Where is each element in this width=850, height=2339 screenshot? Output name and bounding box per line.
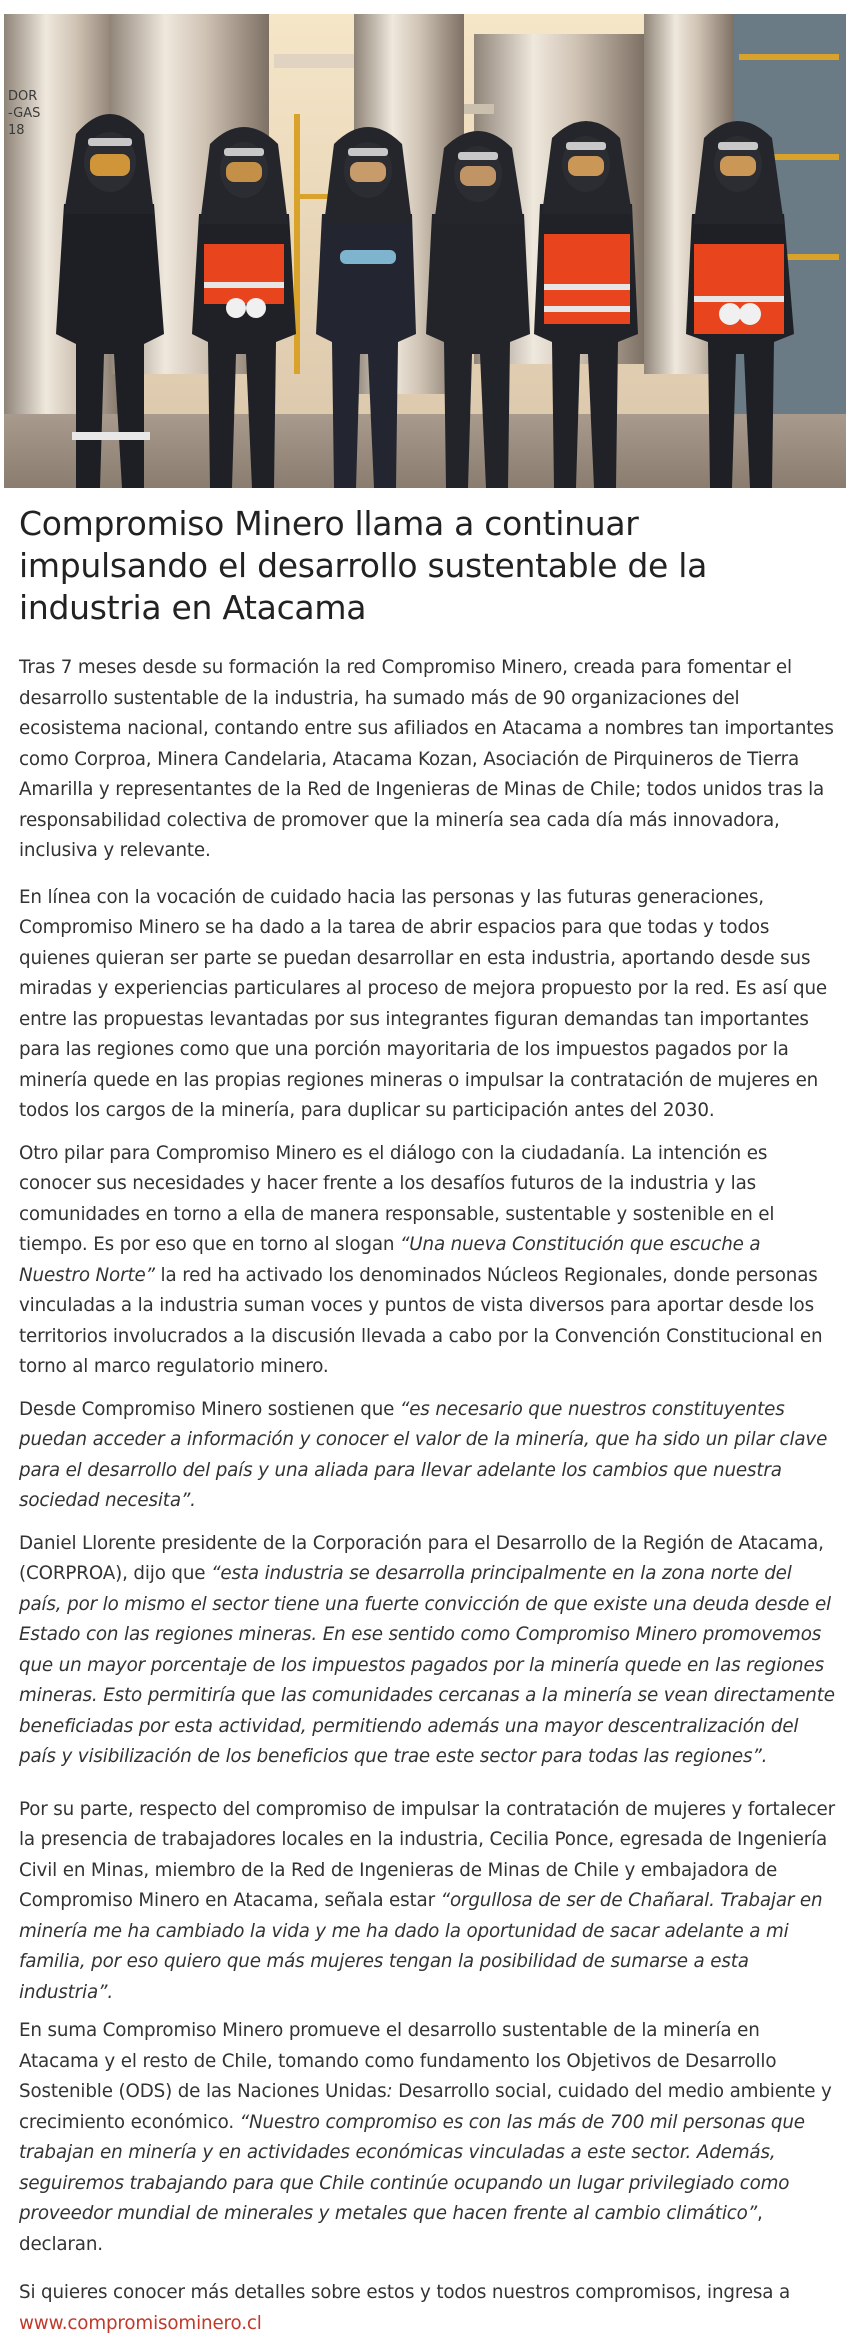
hero-image: [4, 14, 846, 488]
article-headline: Compromiso Minero llama a continuar impulsando el desarrollo sustentable de la industria en Atacama: [19, 504, 708, 627]
paragraph-text: En suma Compromiso Minero promueve el desarrollo sustentable de la minería en Atacama y el resto de Chile, tomando como fundamento los Objetivos de Desarrollo Sostenible (ODS) de las Naciones Unidas: [19, 2020, 777, 2102]
article-paragraph: [19, 1139, 835, 1383]
paragraph-text: Tras 7 meses desde su formación la red Compromiso Minero, creada para fomentar el desarrollo sustentable de la industria, ha sumado más de 90 organizaciones del ecosistema nacional, contando entre sus afiliados en Atacama a nombres tan importantes como Corproa, Minera Candelaria, Atacama Kozan, Asociación de Pirquineros de Tierra Amarilla y representantes de la Red de Ingenieras de Minas de Chile; todos unidos tras la responsabilidad colectiva de promover que la minería sea cada día más innovadora, inclusiva y relevante.: [19, 657, 834, 861]
quote-text: promovemos que un mayor porcentaje de los impuestos pagados por la minería quede en las regiones mineras. Esto permitiría que las comunidades cercanas a la minería se vean directamente beneficiadas por esta actividad, permitiendo además una mayor descentralización del país y visibilización de los beneficios que trae este sector para todas las regiones”.: [19, 1624, 835, 1767]
article-paragraph: [19, 1529, 835, 1773]
paragraph-text: Desarrollo social, cuidado del medio ambiente y crecimiento económico.: [19, 2081, 832, 2133]
article-paragraph: [19, 2016, 835, 2260]
paragraph-text: En línea con la vocación de cuidado hacia las personas y las futuras generaciones, Compromiso Minero se ha dado a la tarea de abrir espacios para que todas y todos quienes quieran ser parte se puedan desarrollar en esta industria, aportando desde sus miradas y experiencias particulares al proceso de mejora propuesto por la red. Es así que entre las propuestas levantadas por sus integrantes figuran demandas tan importantes para las regiones como que una porción mayoritaria de los impuestos pagados por la minería quede en las propias regiones mineras o impulsar la contratación de mujeres en todos los cargos de la minería, para duplicar su participación antes del 2030.: [19, 886, 828, 1121]
paragraph-text: la red ha activado los denominados Núcleos Regionales, donde personas vinculadas a la industria suman voces y puntos de vista diversos para aportar desde los territorios involucrados a la discusión llevada a cabo por la Convención Constitucional en torno al marco regulatorio minero.: [19, 1264, 823, 1377]
article-paragraph: [19, 653, 835, 867]
website-link[interactable]: www.compromisominero.cl: [19, 2312, 262, 2334]
article-paragraph: [19, 1795, 835, 2009]
article-paragraph: [19, 883, 835, 1127]
quote-text: “esta industria se desarrolla principalmente en la zona norte del país, por lo mismo el sector tiene una fuerte convicción de que existe una deuda desde el Estado con las regiones mineras. En ese sentido como: [19, 1563, 831, 1645]
article-paragraph: [19, 1395, 835, 1517]
photo-icon: [4, 14, 846, 488]
sign-text-1: DOR: [8, 89, 38, 104]
quote-text: “Una nueva Constitución que escuche a Nuestro Norte”: [19, 1234, 761, 1286]
quote-text: Compromiso Minero: [515, 1624, 698, 1645]
sign-text-2: -GAS: [8, 106, 41, 121]
quote-text: :: [386, 2081, 393, 2102]
quote-text: “es necesario que nuestros constituyentes puedan acceder a información y conocer el valor de la minería, que ha sido un pilar clave para el desarrollo del país y una aliada para llevar adelante los cambios que nuestra sociedad necesita”.: [19, 1398, 828, 1511]
paragraph-text: Otro pilar para Compromiso Minero es el diálogo con la ciudadanía. La intención es conocer sus necesidades y hacer frente a los desafíos futuros de la industria y las comunidades en torno a ella de manera responsable, sustentable y sostenible en el tiempo. Es por eso que en torno al slogan: [19, 1142, 775, 1255]
paragraph-text: Daniel Llorente presidente de la Corporación para el Desarrollo de la Región de Atacama, (CORPROA), dijo que: [19, 1532, 824, 1584]
article-paragraph: [19, 2278, 835, 2339]
paragraph-text: Si quieres conocer más detalles sobre estos y todos nuestros compromisos, ingresa a: [19, 2282, 791, 2303]
article-paragraphs: [19, 653, 835, 2339]
paragraph-text: Desde Compromiso Minero sostienen que: [19, 1398, 400, 1420]
quote-text: “orgullosa de ser de Chañaral. Trabajar en minería me ha cambiado la vida y me ha dado la oportunidad de sacar adelante a mi familia, por eso quiero que más mujeres tengan la posibilidad de sumarse a esta industria”.: [19, 1890, 823, 2003]
sign-text-3: 18: [8, 123, 25, 138]
paragraph-text: Por su parte, respecto del compromiso de impulsar la contratación de mujeres y fortalecer la presencia de trabajadores locales en la industria, Cecilia Ponce, egresada de Ingeniería Civil en Minas, miembro de la Red de Ingenieras de Minas de Chile y embajadora de Compromiso Minero en Atacama, señala estar: [19, 1798, 835, 1911]
paragraph-text: , declaran.: [19, 2203, 763, 2255]
quote-text: “Nuestro compromiso es con las más de 700 mil personas que trabajan en minería y en actividades económicas vinculadas a este sector. Además, seguiremos trabajando para que Chile continúe ocupando un lugar privilegiado como proveedor mundial de minerales y metales que hacen frente al cambio climático”: [19, 2111, 805, 2224]
article-body: [19, 500, 835, 2339]
